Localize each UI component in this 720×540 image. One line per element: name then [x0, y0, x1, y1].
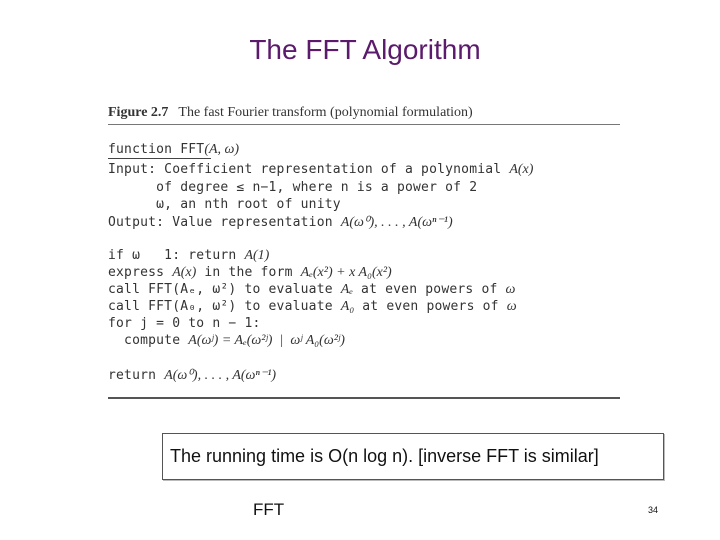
code-math: A(ωʲ) = Aₑ(ω²ʲ) | ωʲ A₀(ω²ʲ)	[188, 333, 345, 348]
code-math: A(ω⁰), . . . , A(ωⁿ⁻¹)	[164, 368, 277, 383]
code-text: if ω 1: return	[108, 248, 237, 263]
figure-top-rule	[108, 124, 620, 125]
code-line-if	[108, 248, 269, 264]
code-math: A(ω⁰), . . . , A(ωⁿ⁻¹)	[340, 215, 453, 230]
code-text-2: in the form	[204, 265, 293, 280]
code-line-degree	[108, 180, 477, 195]
code-text: ω, an nth root of unity	[108, 197, 341, 212]
algorithm-figure	[108, 100, 620, 400]
code-text: call FFT(A₀, ω²) to evaluate	[108, 299, 333, 314]
code-line-function	[108, 142, 239, 158]
code-text: express	[108, 265, 165, 280]
code-text: Input: Coefficient representation of a polynomial	[108, 162, 502, 177]
code-math-2: ω	[506, 299, 517, 314]
code-line-input	[108, 162, 533, 178]
code-text: function FFT	[108, 142, 205, 157]
code-math: A(x)	[509, 162, 534, 177]
code-line-compute	[108, 333, 345, 349]
figure-bottom-rule	[108, 397, 620, 399]
figure-caption-text: The fast Fourier transform (polynomial formulation)	[178, 105, 473, 120]
footer-label: FFT	[253, 500, 285, 519]
code-line-call-even	[108, 282, 515, 298]
code-text: call FFT(Aₑ, ω²) to evaluate	[108, 282, 333, 297]
figure-caption	[108, 105, 473, 121]
code-math: Aₑ	[340, 282, 354, 297]
code-line-for	[108, 316, 261, 331]
running-time-text: The running time is O(n log n). [inverse FFT is similar]	[170, 446, 599, 466]
code-math: (A, ω)	[204, 142, 240, 157]
function-underline	[108, 158, 211, 159]
code-line-return	[108, 367, 276, 384]
code-text: return	[108, 368, 157, 383]
code-text: of degree ≤ n−1, where n is a power of 2	[108, 180, 478, 195]
figure-label: Figure 2.7	[108, 105, 169, 120]
code-math: A(x)	[172, 265, 197, 280]
code-line-express	[108, 265, 392, 281]
code-line-call-odd	[108, 299, 517, 315]
code-line-output	[108, 214, 453, 231]
code-text: Output: Value representation	[108, 215, 333, 230]
page-number: 34	[648, 505, 659, 515]
code-math-2: ω	[505, 282, 516, 297]
code-line-root	[108, 197, 341, 212]
code-math-2: Aₑ(x²) + x A₀(x²)	[300, 265, 392, 280]
code-text: for j = 0 to n − 1:	[108, 316, 261, 331]
code-math: A(1)	[244, 248, 270, 263]
code-text: compute	[108, 333, 181, 348]
code-text-2: at even powers of	[361, 282, 498, 297]
running-time-note	[162, 433, 664, 480]
slide-title: The FFT Algorithm	[249, 34, 481, 65]
code-text-2: at even powers of	[362, 299, 499, 314]
code-math: A₀	[340, 299, 355, 314]
